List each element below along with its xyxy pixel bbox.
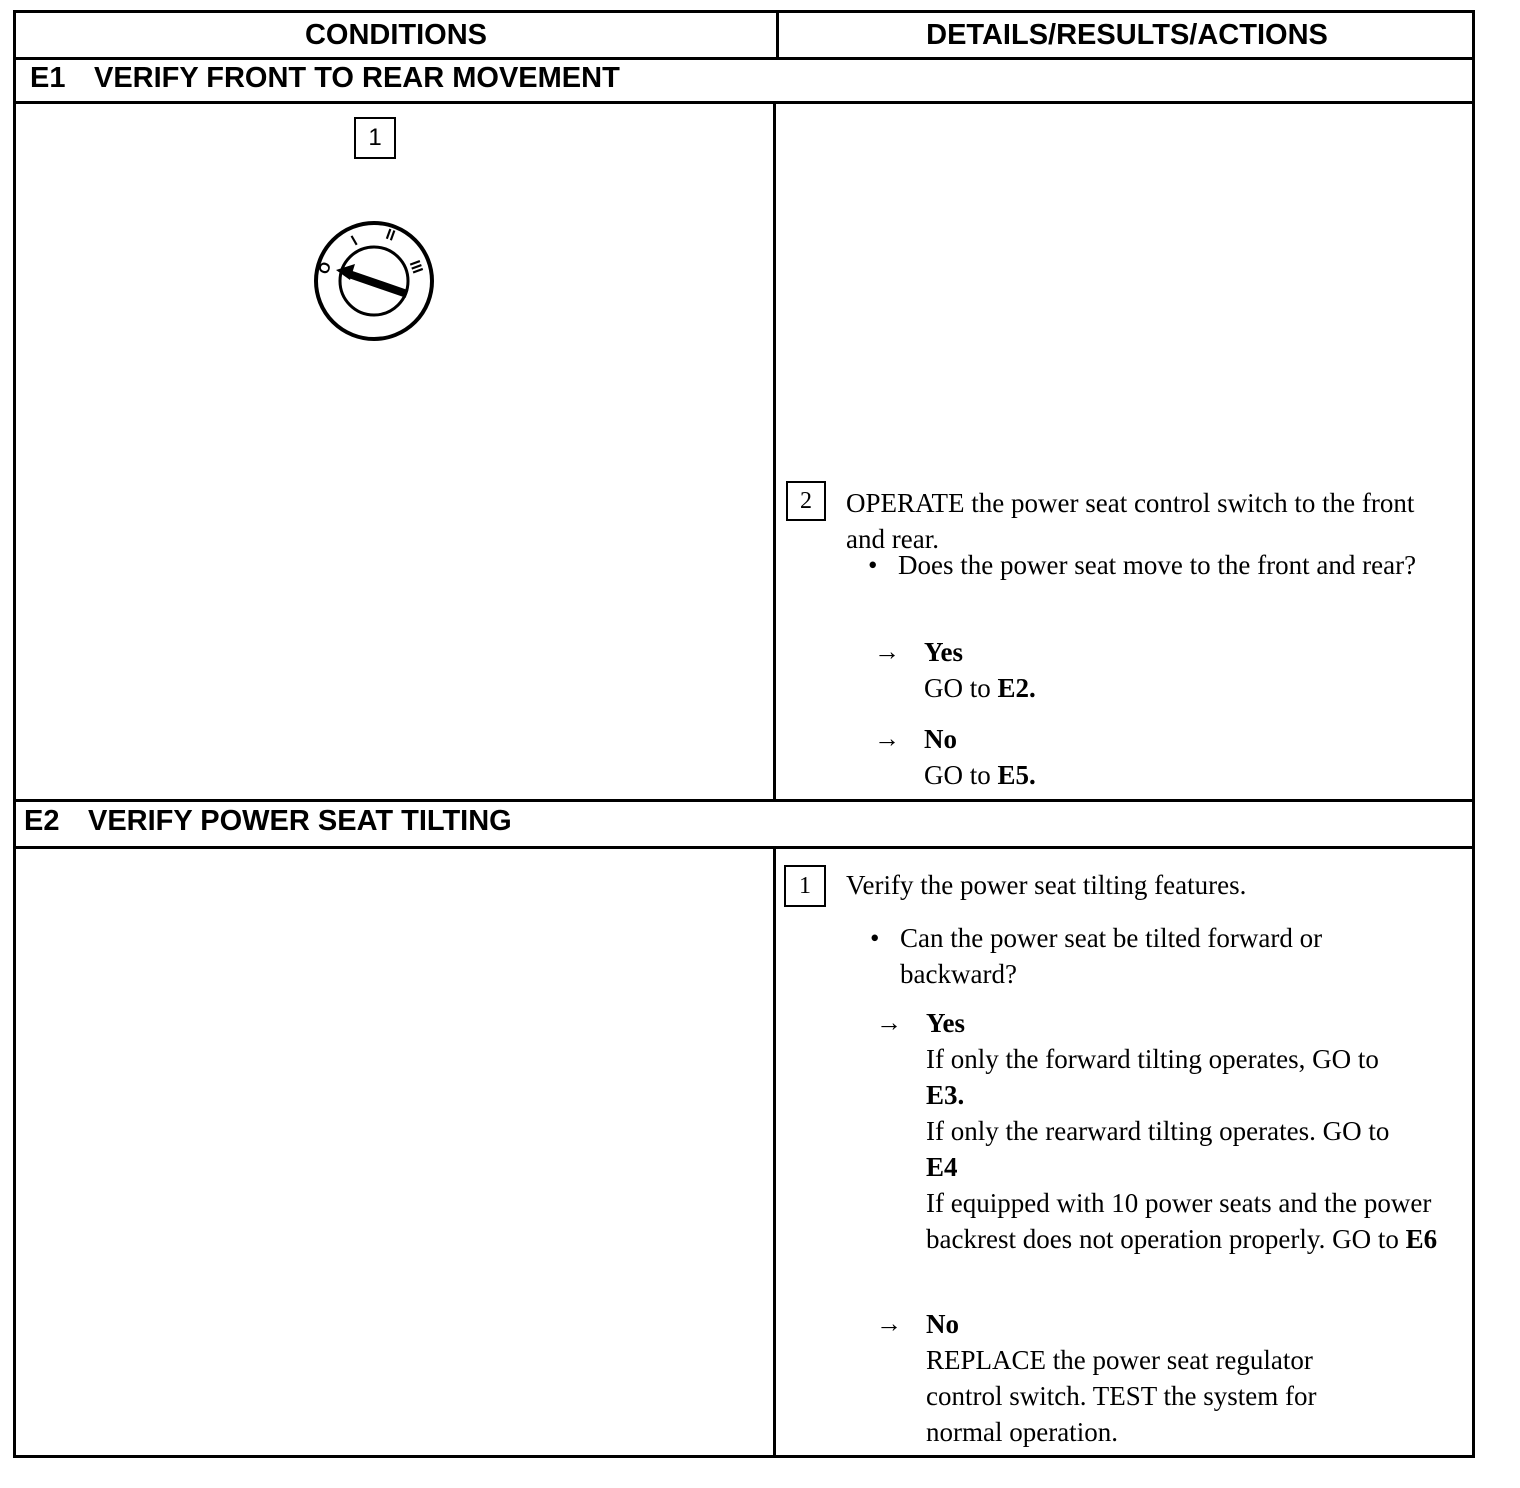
e2-yes-option-1: If only the forward tilting operates, GO to E3. — [926, 1044, 1379, 1110]
e1-yes-target: E2. — [997, 673, 1036, 703]
e2-column-divider — [773, 846, 776, 1458]
e2-no-action: REPLACE the power seat regulator control switch. TEST the system for normal operation. — [926, 1345, 1317, 1447]
rule — [16, 846, 1472, 849]
arrow-right-icon: → — [874, 637, 900, 666]
e2-yes-target-1: E3. — [926, 1080, 965, 1110]
e1-instruction: OPERATE the power seat control switch to the front and rear. — [846, 488, 1415, 554]
bullet-icon: • — [868, 550, 878, 580]
e1-yes-action: GO to E2. — [924, 673, 1036, 703]
e2-section-title — [24, 799, 512, 843]
e1-no-action: GO to E5. — [924, 760, 1036, 790]
e2-step1-box: 1 — [784, 865, 826, 907]
svg-text:O: O — [315, 259, 336, 277]
details-header: DETAILS/RESULTS/ACTIONS — [926, 18, 1328, 51]
svg-text:I: I — [348, 232, 361, 250]
svg-text:III: III — [405, 258, 427, 276]
arrow-right-icon: → — [876, 1008, 902, 1037]
header-divider — [776, 13, 779, 57]
e1-section-title — [30, 56, 620, 100]
e2-yes-target-3: E6 — [1405, 1224, 1438, 1254]
diagnostic-table — [13, 10, 1475, 1458]
e2-instruction: Verify the power seat tilting features. — [846, 870, 1247, 900]
rule — [16, 101, 1472, 104]
e2-yes-option-3: If equipped with 10 power seats and the power backrest does not operation properly. GO to E6 — [926, 1188, 1438, 1254]
bullet-icon: • — [870, 923, 880, 953]
e1-column-divider — [773, 101, 776, 801]
e2-question: Can the power seat be tilted forward or backward? — [900, 923, 1323, 989]
e2-code: E2 — [24, 804, 60, 837]
e2-yes-label: Yes — [926, 1008, 965, 1038]
e2-yes-option-2: If only the rearward tilting operates. GO to E4 — [926, 1116, 1390, 1182]
e1-no-target: E5. — [997, 760, 1036, 790]
e1-step2-box: 2 — [786, 481, 826, 521]
e1-question: Does the power seat move to the front and rear? — [898, 550, 1417, 580]
arrow-right-icon: → — [874, 724, 900, 753]
conditions-header: CONDITIONS — [304, 18, 488, 51]
e1-code: E1 — [30, 61, 66, 94]
arrow-right-icon: → — [876, 1309, 902, 1338]
ignition-switch-icon — [311, 218, 437, 344]
e1-no-label: No — [924, 724, 957, 754]
e2-yes-target-2: E4 — [926, 1152, 958, 1182]
e1-step1-box: 1 — [354, 117, 396, 159]
e2-no-label: No — [926, 1309, 959, 1339]
e1-yes-label: Yes — [924, 637, 963, 667]
e2-title: VERIFY POWER SEAT TILTING — [88, 804, 512, 837]
e1-title: VERIFY FRONT TO REAR MOVEMENT — [94, 61, 620, 94]
svg-text:II: II — [383, 225, 398, 245]
